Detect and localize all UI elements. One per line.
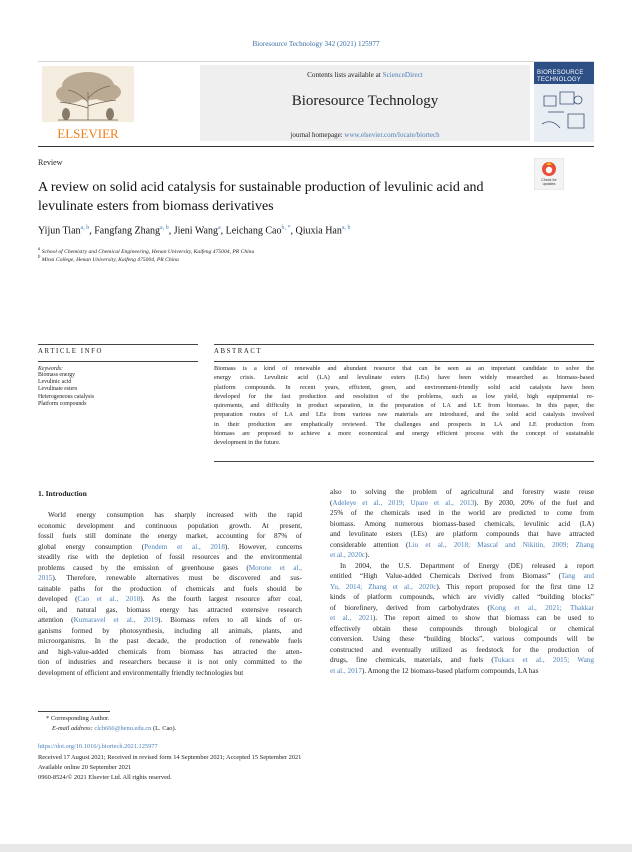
text-run: conversion. Using these “building blocks”, various compounds will be xyxy=(330,635,594,643)
text-line xyxy=(330,645,594,656)
abstract-line: development in the future. xyxy=(214,439,281,446)
text-run: attention ( xyxy=(38,616,74,624)
text-run: developed ( xyxy=(38,595,78,603)
text-line xyxy=(330,666,594,677)
sciencedirect-link[interactable]: ScienceDirect xyxy=(382,71,423,79)
article-info-rule xyxy=(38,344,198,345)
text-line xyxy=(38,521,302,532)
check-updates-label: Check for updates xyxy=(541,178,557,187)
citation-link[interactable]: et al., 2021 xyxy=(330,614,373,622)
keyword-item: Levulinic acid xyxy=(38,379,72,386)
text-run: ). This report proposed for the first time 12 xyxy=(436,582,594,591)
article-title: A review on solid acid catalysis for sustainable production of levulinic acid and levulinate esters from biomass derivatives xyxy=(38,180,484,214)
article-info-heading: ARTICLE INFO xyxy=(38,348,104,355)
text-run: global energy consumption ( xyxy=(38,542,145,551)
abstract-subrule xyxy=(214,361,594,362)
text-line xyxy=(330,655,594,666)
citation-link[interactable]: Morone et al., xyxy=(248,563,302,572)
citation-link[interactable]: et al., 2020c xyxy=(330,551,366,559)
text-run: problems caused by the emission of greenhouse gases ( xyxy=(38,563,249,572)
text-line xyxy=(38,510,302,521)
intro-left-column xyxy=(38,510,302,678)
text-line xyxy=(330,561,594,572)
available-online: Available online 20 September 2021 xyxy=(38,764,132,771)
footnote-rule xyxy=(38,711,110,712)
abstract-heading: ABSTRACT xyxy=(214,348,263,355)
text-line xyxy=(38,605,302,616)
intro-right-column xyxy=(330,487,594,676)
journal-homepage-link[interactable]: www.elsevier.com/locate/biortech xyxy=(344,131,440,139)
author-name[interactable]: Qiuxia Han xyxy=(295,225,342,237)
text-line xyxy=(330,498,594,509)
text-run: constructed and eventually utilized as feedstock for the production of xyxy=(330,645,594,654)
text-run: ). Therefore, renewable alternatives must be discovered and sus- xyxy=(52,574,302,582)
text-line xyxy=(38,542,302,553)
text-run: fossil fuels still dominate the energy market, accounting for 87% of xyxy=(38,532,302,540)
text-run: ). Biomass refers to all kinds of or- xyxy=(157,616,302,624)
email-link[interactable]: clch666@henu.edu.cn xyxy=(94,725,152,732)
author-list xyxy=(38,225,558,236)
keywords-block xyxy=(38,366,198,408)
journal-banner xyxy=(200,65,530,141)
text-run: In 2004, the U.S. Department of Energy (DE) released a report xyxy=(340,561,594,570)
keyword-item: Platform compounds xyxy=(38,400,87,407)
abstract-line: preparation routes of LA and LEs from various raw materials are introduced, and the solid acid catalysts involved xyxy=(214,411,594,419)
abstract-rule xyxy=(214,344,594,345)
text-run: oil, and natural gas, biomass energy has attracted extensive research xyxy=(38,605,302,614)
contents-line: Contents lists available at ScienceDirect xyxy=(307,71,423,79)
text-line xyxy=(38,531,302,542)
text-line xyxy=(38,615,302,626)
text-line xyxy=(330,540,594,551)
text-line xyxy=(330,529,594,540)
text-run: and high-value-added chemicals from biomass has attracted the atten- xyxy=(38,647,302,656)
article-info-subrule xyxy=(38,361,198,362)
text-line xyxy=(330,550,594,561)
keyword-item: Heterogeneous catalysis xyxy=(38,393,95,400)
citation-link[interactable]: Pendem et al., 2018 xyxy=(144,542,225,551)
corresponding-author-note: * Corresponding Author. xyxy=(46,715,110,722)
abstract-line: quirements, and difficulty in product separation, in the preparation of LA and LE from biomass. In this paper, the xyxy=(214,402,594,409)
publisher-name: ELSEVIER xyxy=(57,126,119,141)
cover-illustration-icon xyxy=(534,84,594,142)
citation-link[interactable]: Yu, 2014; Zhang et al., 2020c xyxy=(330,582,437,591)
text-run: ( xyxy=(330,498,333,507)
text-run: ). As the fourth largest resource after coal, xyxy=(140,595,302,603)
text-run: ). By 2030, 20% of the fuel and xyxy=(474,498,594,507)
received-dates: Received 17 August 2021; Received in revised form 14 September 2021; Accepted 15 September 2021 xyxy=(38,754,302,761)
section-heading-introduction: 1. Introduction xyxy=(38,489,87,498)
text-run: entitled “High Value-added Chemicals Derived from Biomass” ( xyxy=(330,572,562,580)
doi-link[interactable]: https://doi.org/10.1016/j.biortech.2021.125977 xyxy=(38,743,158,750)
author-name[interactable]: Fangfang Zhang xyxy=(94,225,161,237)
affiliation-b: $^b$ Minsi College, Henan University, Kaifeng 475004, PR China xyxy=(38,255,179,263)
text-line xyxy=(330,487,594,498)
author-affiliation-mark[interactable]: b, * xyxy=(281,225,291,231)
text-line xyxy=(38,647,302,658)
text-line xyxy=(330,592,594,603)
article-type: Review xyxy=(38,158,63,167)
text-line xyxy=(38,636,302,647)
citation-link[interactable]: Cao et al., 2018 xyxy=(77,595,141,603)
cover-title: BIORESOURCE TECHNOLOGY xyxy=(537,70,584,83)
text-run: effectively obtain these compounds through biological or chemical xyxy=(330,624,594,633)
author-separator: , xyxy=(290,225,296,237)
abstract-text xyxy=(214,364,594,447)
check-for-updates-badge[interactable] xyxy=(534,158,564,190)
text-line xyxy=(38,657,302,668)
text-line xyxy=(330,519,594,530)
text-line xyxy=(330,508,594,519)
author-separator: , xyxy=(168,225,174,237)
abstract-line: energy crisis. Levulinic acid (LA) and levulinate esters (LEs) have been widely researched as biomass-based xyxy=(214,374,594,382)
text-run: steadily rise with the depletion of fossil resources and the environmental xyxy=(38,553,302,561)
text-run: also to solving the problem of agricultural and forestry waste reuse xyxy=(330,488,594,496)
elsevier-tree-icon xyxy=(38,62,138,142)
text-line xyxy=(38,584,302,595)
keyword-item: Biomass energy xyxy=(38,372,76,378)
abstract-line: developed for the fast production and resolution of the problems, such as low yield, high equipmental re- xyxy=(214,392,594,400)
text-run: 25% of the chemicals used in the world are predicted to come from xyxy=(330,509,594,517)
author-affiliation-mark[interactable]: a, b xyxy=(341,225,351,231)
author-separator: , xyxy=(89,225,95,237)
citation-link[interactable]: et al., 2017 xyxy=(330,666,362,675)
abstract-line: in their production are emphatically reviewed. The challenges and prospects in LA and LE production from xyxy=(214,420,594,428)
abstract-line: platform compounds. In recent years, efficient, green, and environment-friendly solid acid catalysts have been xyxy=(214,383,594,391)
text-line xyxy=(38,563,302,574)
text-run: kinds of platform compounds, which are vividly called “building blocks” xyxy=(330,593,594,601)
author-name[interactable]: Jieni Wang xyxy=(173,225,218,237)
abstract-line: biomass are proposed to achieve a more economical and energy efficient process with the concept of sustainable xyxy=(214,429,594,437)
text-run: ). xyxy=(365,551,370,559)
affiliation-a: $^a$ School of Chemistry and Chemical Engineering, Henan University, Kaifeng 475004, PR China xyxy=(38,247,255,255)
text-line xyxy=(330,613,594,624)
text-run: ). However, concerns xyxy=(224,542,303,551)
citation-link[interactable]: Kong et al., 2021; Thakkar xyxy=(489,603,594,612)
elsevier-logo[interactable] xyxy=(38,62,138,142)
text-run: biomass. Among numerous biomass-based chemicals, levulinic acid (LA) xyxy=(330,519,594,528)
citation-link[interactable]: Tukacs et al., 2015; Wang xyxy=(493,656,594,664)
text-run: of biorefinery, derived from carbohydrates ( xyxy=(330,603,490,612)
text-run: World energy consumption has sharply increased with the rapid xyxy=(48,511,302,519)
author-affiliation-mark[interactable]: a xyxy=(218,225,221,231)
text-run: microorganisms. In the past decade, the production of renewable fuels xyxy=(38,637,302,645)
text-run: and levulinate esters (LEs) are platform compounds that have attracted xyxy=(330,530,594,538)
author-separator: , xyxy=(220,225,226,237)
journal-cover[interactable] xyxy=(534,62,594,142)
author-name[interactable]: Leichang Cao xyxy=(225,225,282,237)
masthead xyxy=(38,61,594,147)
text-run: drugs, fine chemicals, materials, and fuels ( xyxy=(330,656,494,664)
citation-link[interactable]: Tang and xyxy=(561,572,594,580)
email-note: E-mail address: clch666@henu.edu.cn (L. Cao). xyxy=(52,725,177,732)
text-run: ). The report aimed to show that biomass can be used to xyxy=(372,614,594,622)
author-name[interactable]: Yijun Tian xyxy=(38,225,81,237)
author-affiliation-mark[interactable]: a, b xyxy=(80,225,90,231)
text-run: tion of industries and researchers because it is not only committed to the xyxy=(38,658,302,666)
text-line xyxy=(330,582,594,593)
text-run: development of efficient and environmentally friendly technologies but xyxy=(38,668,244,677)
text-line xyxy=(330,634,594,645)
abstract-bottom-rule xyxy=(214,461,594,462)
abstract-line: Biomass is a kind of renewable and abundant resource that can be seen as an important candidate to solve the xyxy=(214,365,594,372)
citation-link[interactable]: 2015 xyxy=(38,574,53,582)
copyright: 0960-8524/© 2021 Elsevier Ltd. All rights reserved. xyxy=(38,774,172,781)
text-run: ). Among the 12 biomass-based platform compounds, LA has xyxy=(361,666,539,675)
text-line xyxy=(330,571,594,582)
text-run: ganisms formed by photosynthesis, including all animals, plants, and xyxy=(38,626,302,635)
author-affiliation-mark[interactable]: a, b xyxy=(160,225,169,231)
citation-link[interactable]: Kumaravel et al., 2019 xyxy=(73,616,158,624)
text-line xyxy=(38,594,302,605)
text-run: tainable paths for the production of chemicals and fuels should be xyxy=(38,584,302,593)
text-line xyxy=(330,603,594,614)
text-line xyxy=(38,573,302,584)
running-head[interactable]: Bioresource Technology 342 (2021) 125977 xyxy=(252,40,380,48)
text-run: considerable attention ( xyxy=(330,540,409,549)
text-line xyxy=(38,552,302,563)
citation-link[interactable]: Liu et al., 2018; Mascal and Nikitin, 2009; Zhang xyxy=(408,540,594,549)
keywords-label: Keywords: xyxy=(38,366,63,372)
keyword-item: Levulinate esters xyxy=(38,386,78,393)
page-bottom-bar xyxy=(0,844,632,852)
text-line xyxy=(38,626,302,637)
homepage-line: journal homepage: www.elsevier.com/locate/biortech xyxy=(290,131,440,139)
text-line xyxy=(330,624,594,635)
text-run: economic development and continuous population growth. At present, xyxy=(38,521,302,530)
citation-link[interactable]: Adeleye et al., 2019; Upare et al., 2013 xyxy=(332,498,475,507)
text-line xyxy=(38,668,302,679)
journal-name[interactable]: Bioresource Technology xyxy=(291,93,439,109)
